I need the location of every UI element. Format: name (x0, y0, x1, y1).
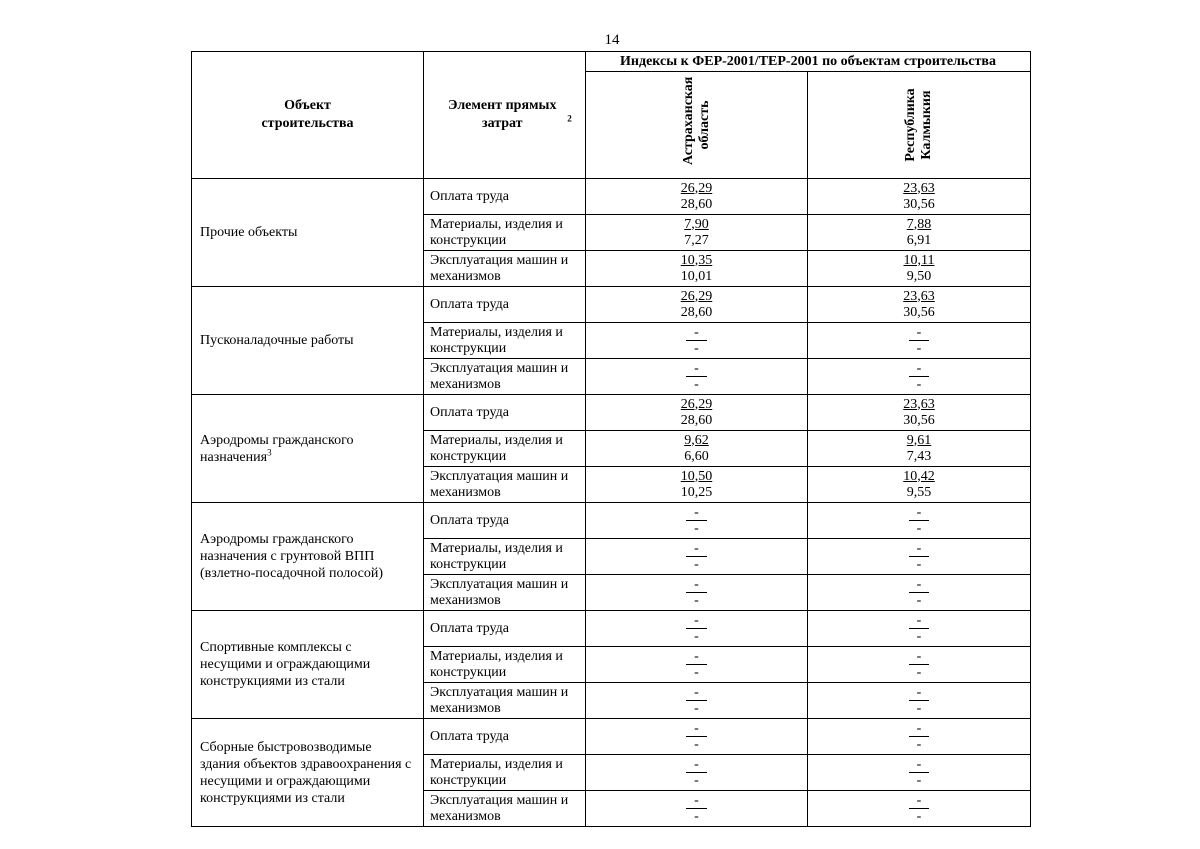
index-cell-astrakhan (586, 647, 808, 683)
index-cell-kalmykia (808, 251, 1031, 287)
index-value-current: 26,29 (680, 396, 713, 412)
index-value-current: 9,61 (906, 432, 932, 448)
index-cell-astrakhan (586, 431, 808, 467)
index-value-previous: - (916, 700, 922, 716)
index-value-current: - (909, 326, 930, 341)
index-value-previous: 9,50 (906, 268, 932, 284)
index-value-previous: - (694, 520, 699, 536)
index-value-previous: 6,91 (906, 232, 932, 248)
table-row (192, 611, 1031, 647)
index-cell-astrakhan (586, 287, 808, 323)
index-value-previous: - (694, 556, 699, 572)
object-column-label: Объект строительства (261, 98, 354, 131)
element-cell: Материалы, изделия и конструкции (424, 431, 586, 467)
index-cell-kalmykia (808, 503, 1031, 539)
index-value-current: - (686, 542, 707, 557)
index-value-previous: 30,56 (903, 412, 935, 428)
index-value-current: - (686, 326, 707, 341)
index-value-current: 10,11 (903, 252, 935, 268)
index-value-current: - (909, 578, 930, 593)
index-value-previous: - (694, 736, 699, 752)
element-cell: Оплата труда (424, 179, 586, 215)
element-cell: Эксплуатация машин и механизмов (424, 467, 586, 503)
index-cell-astrakhan (586, 791, 808, 827)
index-value-previous: 28,60 (680, 304, 713, 320)
element-cell: Оплата труда (424, 395, 586, 431)
index-value-previous: - (916, 736, 922, 752)
region-label-astrakhan: Астраханская область (680, 76, 712, 165)
index-value-current: - (909, 506, 930, 521)
index-value-previous: 10,25 (680, 484, 713, 500)
element-cell: Оплата труда (424, 503, 586, 539)
index-cell-astrakhan (586, 719, 808, 755)
index-value-previous: 10,01 (680, 268, 713, 284)
index-value-previous: - (694, 340, 699, 356)
index-value-current: - (686, 362, 707, 377)
index-value-current: - (909, 686, 930, 701)
index-cell-kalmykia (808, 539, 1031, 575)
index-value-previous: - (694, 376, 699, 392)
index-value-previous: - (916, 376, 922, 392)
object-cell (192, 611, 424, 719)
table-row (192, 503, 1031, 539)
index-value-previous: - (916, 340, 922, 356)
object-name: Сборные быстровозводимые здания объектов здравоохранения с несущими и ограждающими конструкциями из стали (200, 739, 412, 806)
index-value-current: - (909, 758, 930, 773)
index-value-current: 10,50 (680, 468, 713, 484)
indices-group-header: Индексы к ФЕР-2001/ТЕР-2001 по объектам строительства (586, 52, 1031, 72)
index-cell-astrakhan (586, 251, 808, 287)
element-cell: Оплата труда (424, 719, 586, 755)
index-value-previous: - (694, 628, 699, 644)
index-value-previous: 7,43 (906, 448, 932, 464)
object-cell (192, 287, 424, 395)
object-cell (192, 503, 424, 611)
index-value-current: - (686, 686, 707, 701)
index-cell-astrakhan (586, 179, 808, 215)
index-value-previous: - (916, 592, 922, 608)
index-value-previous: 30,56 (903, 304, 935, 320)
index-table (191, 51, 1031, 827)
object-name: Прочие объекты (200, 225, 298, 240)
index-value-previous: - (916, 556, 922, 572)
index-value-current: 10,42 (903, 468, 935, 484)
index-value-previous: - (916, 628, 922, 644)
index-value-current: - (686, 794, 707, 809)
index-cell-kalmykia (808, 755, 1031, 791)
index-cell-kalmykia (808, 719, 1031, 755)
index-cell-kalmykia (808, 395, 1031, 431)
object-cell (192, 719, 424, 827)
region-header-astrakhan (586, 72, 808, 179)
index-value-current: 26,29 (680, 288, 713, 304)
index-cell-kalmykia (808, 359, 1031, 395)
index-value-previous: - (916, 772, 922, 788)
index-value-previous: 28,60 (680, 196, 713, 212)
index-value-current: 23,63 (903, 288, 935, 304)
index-value-current: 26,29 (680, 180, 713, 196)
table-row (192, 287, 1031, 323)
object-column-header (192, 52, 424, 179)
object-name: Спортивные комплексы с несущими и ограждающими конструкциями из стали (200, 640, 371, 689)
index-value-current: - (686, 758, 707, 773)
object-cell (192, 179, 424, 287)
index-value-current: - (686, 722, 707, 737)
element-column-label: Элемент прямых затрат (448, 98, 557, 131)
index-value-previous: - (694, 700, 699, 716)
object-name: Аэродромы гражданского назначения с грунтовой ВПП (взлетно-посадочной полосой) (200, 532, 384, 581)
index-value-previous: - (694, 592, 699, 608)
element-column-header (424, 52, 586, 179)
element-cell: Эксплуатация машин и механизмов (424, 791, 586, 827)
element-cell: Эксплуатация машин и механизмов (424, 575, 586, 611)
index-cell-kalmykia (808, 791, 1031, 827)
index-value-previous: - (694, 772, 699, 788)
index-cell-kalmykia (808, 215, 1031, 251)
index-value-previous: 9,55 (906, 484, 932, 500)
element-cell: Эксплуатация машин и механизмов (424, 251, 586, 287)
index-value-previous: - (916, 808, 922, 824)
index-cell-kalmykia (808, 179, 1031, 215)
index-value-current: - (909, 362, 930, 377)
element-cell: Материалы, изделия и конструкции (424, 539, 586, 575)
index-value-current: 23,63 (903, 396, 935, 412)
index-cell-astrakhan (586, 539, 808, 575)
index-value-current: - (909, 614, 930, 629)
element-cell: Оплата труда (424, 287, 586, 323)
index-value-previous: - (694, 808, 699, 824)
index-cell-astrakhan (586, 395, 808, 431)
index-value-current: - (686, 614, 707, 629)
index-value-current: - (686, 506, 707, 521)
region-header-kalmykia (808, 72, 1031, 179)
index-value-current: - (909, 650, 930, 665)
index-value-current: - (686, 650, 707, 665)
element-cell: Материалы, изделия и конструкции (424, 215, 586, 251)
index-cell-astrakhan (586, 575, 808, 611)
index-cell-kalmykia (808, 431, 1031, 467)
index-value-previous: - (916, 520, 922, 536)
table-body (192, 179, 1031, 827)
index-cell-astrakhan (586, 323, 808, 359)
index-cell-kalmykia (808, 611, 1031, 647)
object-name: Аэродромы гражданского назначения (200, 432, 354, 465)
index-value-previous: 30,56 (903, 196, 935, 212)
index-cell-kalmykia (808, 683, 1031, 719)
object-name: Пусконаладочные работы (200, 333, 354, 348)
table-row (192, 395, 1031, 431)
index-value-previous: 28,60 (680, 412, 713, 428)
region-label-kalmykia: Республика Калмыкия (903, 88, 934, 162)
index-cell-astrakhan (586, 683, 808, 719)
element-cell: Материалы, изделия и конструкции (424, 755, 586, 791)
index-value-current: 23,63 (903, 180, 935, 196)
element-cell: Материалы, изделия и конструкции (424, 323, 586, 359)
index-value-current: - (909, 794, 930, 809)
index-cell-astrakhan (586, 503, 808, 539)
page-number: 14 (604, 32, 620, 48)
index-value-current: - (909, 542, 930, 557)
index-value-current: 7,88 (906, 216, 932, 232)
table-row (192, 719, 1031, 755)
index-value-current: - (686, 578, 707, 593)
index-cell-kalmykia (808, 575, 1031, 611)
table-row (192, 179, 1031, 215)
index-value-current: 9,62 (684, 432, 709, 448)
index-cell-astrakhan (586, 611, 808, 647)
index-value-previous: - (916, 664, 922, 680)
index-cell-kalmykia (808, 647, 1031, 683)
index-value-current: 10,35 (680, 252, 713, 268)
index-value-previous: - (694, 664, 699, 680)
index-cell-kalmykia (808, 287, 1031, 323)
index-value-current: - (909, 722, 930, 737)
element-cell: Эксплуатация машин и механизмов (424, 683, 586, 719)
element-cell: Оплата труда (424, 611, 586, 647)
index-cell-astrakhan (586, 755, 808, 791)
index-cell-astrakhan (586, 215, 808, 251)
object-footnote: 3 (267, 446, 272, 457)
object-cell (192, 395, 424, 503)
index-cell-astrakhan (586, 359, 808, 395)
index-value-previous: 6,60 (684, 448, 709, 464)
element-cell: Материалы, изделия и конструкции (424, 647, 586, 683)
index-value-previous: 7,27 (684, 232, 709, 248)
index-cell-kalmykia (808, 467, 1031, 503)
index-cell-astrakhan (586, 467, 808, 503)
index-cell-kalmykia (808, 323, 1031, 359)
element-column-footnote: 2 (567, 113, 572, 124)
element-cell: Эксплуатация машин и механизмов (424, 359, 586, 395)
index-value-current: 7,90 (684, 216, 709, 232)
